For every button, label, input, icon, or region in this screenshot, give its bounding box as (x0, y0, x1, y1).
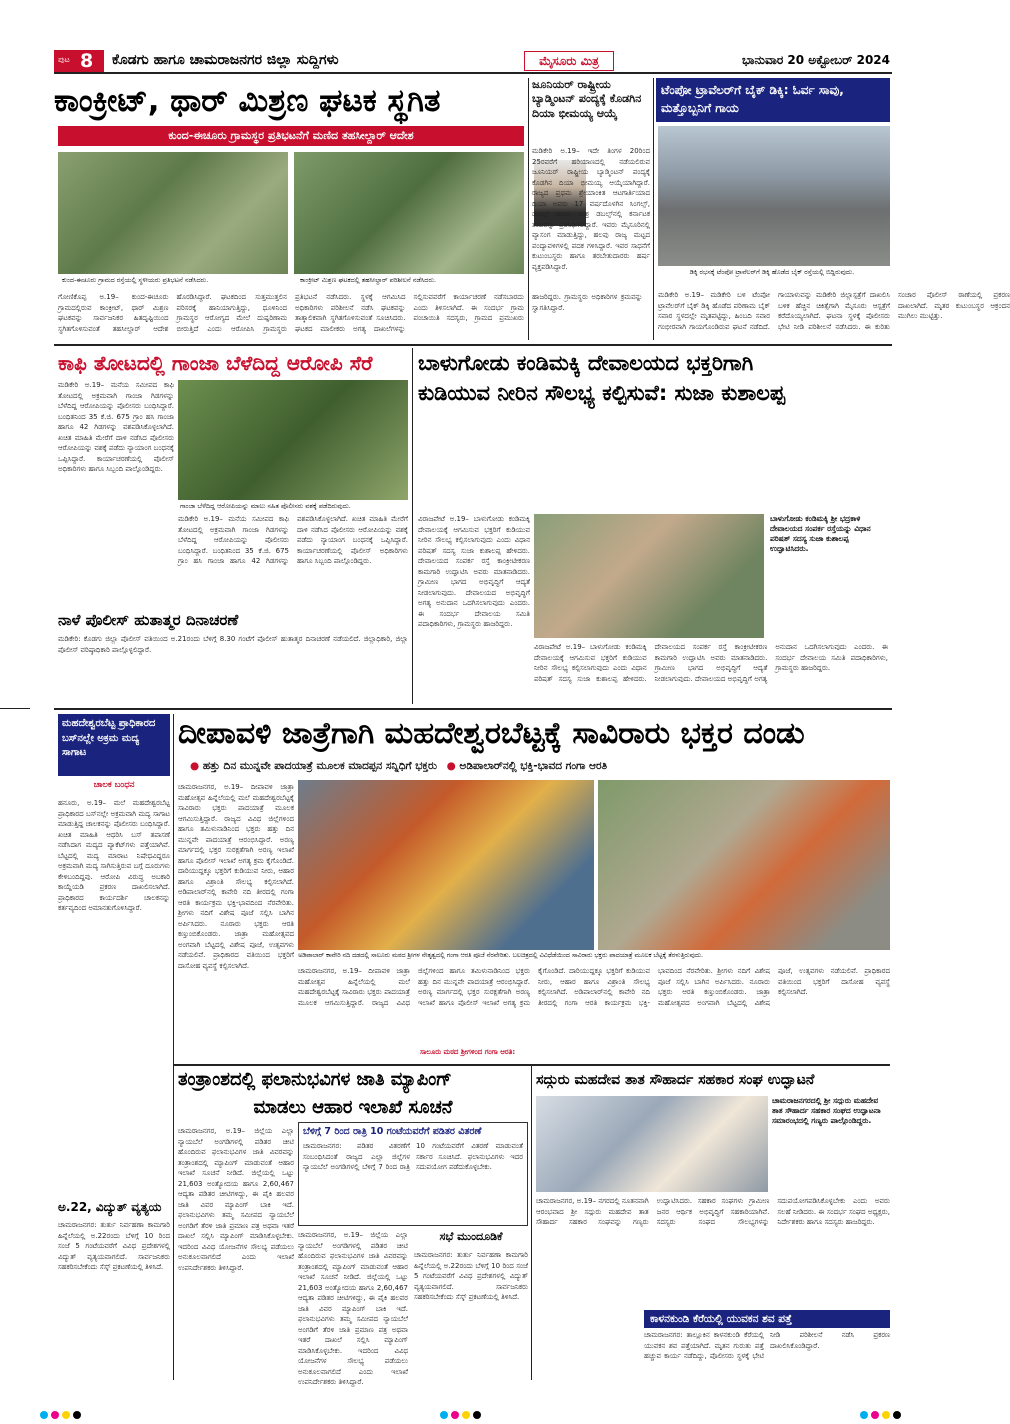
magenta-dot (451, 1411, 459, 1419)
page-label: ಪುಟ (58, 55, 70, 64)
story5-headline-1: ಬಾಳುಗೋಡು ಕಂಡಿಮಕ್ಕಿ ದೇವಾಲಯದ ಭಕ್ತರಿಗಾಗಿ (418, 351, 754, 375)
story1-photo-2 (294, 152, 524, 274)
page-date: ಭಾನುವಾರ 20 ಅಕ್ಟೋಬರ್ 2024 (742, 53, 890, 67)
story6b-body: ಚಾಮರಾಜನಗರ: ತುರ್ತು ನಿರ್ವಹಣಾ ಕಾಮಗಾರಿ ಹಿನ್ನೆಲೆಯಲ್ಲಿ ಅ.22ರಂದು ಬೆಳಿಗ್ಗೆ 10 ರಿಂದ ಸಂಜೆ 5 ಗಂಟೆಯವರೆಗೆ ವಿವಿಧ ಪ್ರದೇಶಗಳಲ್ಲಿ ವಿದ್ಯುತ್ ವ್ಯತ್ಯಯವಾಗಲಿದೆ. ಸಾರ್ವಜನಿಕರು ಸಹಕರಿಸಬೇಕೆಂದು ಸೆಸ್ಕ್ ಪ್ರಕಟಣೆಯಲ್ಲಿ ತಿಳಿಸಿದೆ. (58, 1221, 170, 1271)
magenta-dot (871, 1411, 879, 1419)
yellow-dot (882, 1411, 890, 1419)
bullet-icon: ● (190, 760, 200, 772)
story8-subhead: ಸಭೆ ಮುಂದೂಡಿಕೆ (439, 1230, 503, 1243)
story3-headline: ಟೆಂಪೋ ಟ್ರಾವೆಲರ್‌ಗೆ ಬೈಕ್ ಡಿಕ್ಕಿ: ಓರ್ವ ಸಾವು, ಮತ್ತೊಬ್ಬನಿಗೆ ಗಾಯ (661, 83, 844, 115)
yellow-dot (62, 1411, 70, 1419)
black-dot (893, 1411, 901, 1419)
story7-body-cont: ಚಾಮರಾಜನಗರ, ಅ.19– ದೀಪಾವಳಿ ಜಾತ್ರಾ ಮಹೋತ್ಸವ ಹಿನ್ನೆಲೆಯಲ್ಲಿ ಮಲೆ ಮಹದೇಶ್ವರಬೆಟ್ಟಕ್ಕೆ ಸಾವಿರಾರು ಭಕ್ತರು ಪಾದಯಾತ್ರೆ ಮೂಲಕ ಆಗಮಿಸುತ್ತಿದ್ದಾರೆ. ರಾಜ್ಯದ ವಿವಿಧ ಜಿಲ್ಲೆಗಳಿಂದ ಹಾಗೂ ತಮಿಳುನಾಡಿನಿಂದ ಭಕ್ತರು ಹತ್ತು ದಿನ ಮುನ್ನವೇ ಪಾದಯಾತ್ರೆ ಆರಂಭಿಸಿದ್ದಾರೆ. ಅರಣ್ಯ ಮಾರ್ಗದಲ್ಲಿ ಭಕ್ತರ ಸುರಕ್ಷತೆಗಾಗಿ ಅರಣ್ಯ ಇಲಾಖೆ ಹಾಗೂ ಪೊಲೀಸ್ ಇಲಾಖೆ ಅಗತ್ಯ ಕ್ರಮ ಕೈಗೊಂಡಿದೆ. ದಾರಿಯುದ್ದಕ್ಕೂ ಭಕ್ತರಿಗೆ ಕುಡಿಯುವ ನೀರು, ಆಹಾರ ಹಾಗೂ ವಿಶ್ರಾಂತಿ ಸೌಲಭ್ಯ ಕಲ್ಪಿಸಲಾಗಿದೆ. ಅಡಿಪಾಲಾರ್‌ನಲ್ಲಿ ಕಾವೇರಿ ನದಿ ತೀರದಲ್ಲಿ ಗಂಗಾ ಆರತಿ ಕಾರ್ಯಕ್ರಮ ಭಕ್ತಿ-ಭಾವದಿಂದ ನೆರವೇರಿತು. ಶ್ರೀಗಳು ನದಿಗೆ ವಿಶೇಷ ಪೂಜೆ ಸಲ್ಲಿಸಿ ಬಾಗಿನ ಅರ್ಪಿಸಿದರು. ನೂರಾರು ಭಕ್ತರು ಆರತಿ ಕಣ್ತುಂಬಿಕೊಂಡರು. ಜಾತ್ರಾ ಮಹೋತ್ಸವದ ಅಂಗವಾಗಿ ಬೆಟ್ಟದಲ್ಲಿ ವಿಶೇಷ ಪೂಜೆ, ಉತ್ಸವಗಳು ನಡೆಯಲಿವೆ. ಪ್ರಾಧಿಕಾರದ ವತಿಯಿಂದ ಭಕ್ತರಿಗೆ ದಾಸೋಹ ವ್ಯವಸ್ಥೆ ಕಲ್ಪಿಸಲಾಗಿದೆ. (298, 967, 890, 1007)
story9-body: ಚಾಮರಾಜನಗರ, ಅ.19– ನಗರದಲ್ಲಿ ನೂತನವಾಗಿ ಆರಂಭವಾದ ಶ್ರೀ ಸದ್ಗುರು ಮಹದೇವ ತಾತ ಸೌಹಾರ್ದ ಸಹಕಾರ ಸಂಘವನ್ನು ಗಣ್ಯರು ಉದ್ಘಾಟಿಸಿದರು. ಸಹಕಾರ ಸಂಘಗಳು ಗ್ರಾಮೀಣ ಜನರ ಆರ್ಥಿಕ ಅಭಿವೃದ್ಧಿಗೆ ಸಹಕಾರಿಯಾಗಿವೆ. ಸದಸ್ಯರು ಸಂಘದ ಸೌಲಭ್ಯಗಳನ್ನು ಸದುಪಯೋಗಪಡಿಸಿಕೊಳ್ಳಬೇಕು ಎಂದು ಅವರು ಸಲಹೆ ನೀಡಿದರು. ಈ ಸಂದರ್ಭ ಸಂಘದ ಅಧ್ಯಕ್ಷರು, ನಿರ್ದೇಶಕರು ಹಾಗೂ ಸದಸ್ಯರು ಹಾಜರಿದ್ದರು. (536, 1197, 890, 1226)
cyan-dot (860, 1411, 868, 1419)
magenta-dot (51, 1411, 59, 1419)
story7-body: ಚಾಮರಾಜನಗರ, ಅ.19– ದೀಪಾವಳಿ ಜಾತ್ರಾ ಮಹೋತ್ಸವ ಹಿನ್ನೆಲೆಯಲ್ಲಿ ಮಲೆ ಮಹದೇಶ್ವರಬೆಟ್ಟಕ್ಕೆ ಸಾವಿರಾರು ಭಕ್ತರು ಪಾದಯಾತ್ರೆ ಮೂಲಕ ಆಗಮಿಸುತ್ತಿದ್ದಾರೆ. ರಾಜ್ಯದ ವಿವಿಧ ಜಿಲ್ಲೆಗಳಿಂದ ಹಾಗೂ ತಮಿಳುನಾಡಿನಿಂದ ಭಕ್ತರು ಹತ್ತು ದಿನ ಮುನ್ನವೇ ಪಾದಯಾತ್ರೆ ಆರಂಭಿಸಿದ್ದಾರೆ. ಅರಣ್ಯ ಮಾರ್ಗದಲ್ಲಿ ಭಕ್ತರ ಸುರಕ್ಷತೆಗಾಗಿ ಅರಣ್ಯ ಇಲಾಖೆ ಹಾಗೂ ಪೊಲೀಸ್ ಇಲಾಖೆ ಅಗತ್ಯ ಕ್ರಮ ಕೈಗೊಂಡಿದೆ. ದಾರಿಯುದ್ದಕ್ಕೂ ಭಕ್ತರಿಗೆ ಕುಡಿಯುವ ನೀರು, ಆಹಾರ ಹಾಗೂ ವಿಶ್ರಾಂತಿ ಸೌಲಭ್ಯ ಕಲ್ಪಿಸಲಾಗಿದೆ. ಅಡಿಪಾಲಾರ್‌ನಲ್ಲಿ ಕಾವೇರಿ ನದಿ ತೀರದಲ್ಲಿ ಗಂಗಾ ಆರತಿ ಕಾರ್ಯಕ್ರಮ ಭಕ್ತಿ-ಭಾವದಿಂದ ನೆರವೇರಿತು. ಶ್ರೀಗಳು ನದಿಗೆ ವಿಶೇಷ ಪೂಜೆ ಸಲ್ಲಿಸಿ ಬಾಗಿನ ಅರ್ಪಿಸಿದರು. ನೂರಾರು ಭಕ್ತರು ಆರತಿ ಕಣ್ತುಂಬಿಕೊಂಡರು. ಜಾತ್ರಾ ಮಹೋತ್ಸವದ ಅಂಗವಾಗಿ ಬೆಟ್ಟದಲ್ಲಿ ವಿಶೇಷ ಪೂಜೆ, ಉತ್ಸವಗಳು ನಡೆಯಲಿವೆ. ಪ್ರಾಧಿಕಾರದ ವತಿಯಿಂದ ಭಕ್ತರಿಗೆ ದಾಸೋಹ ವ್ಯವಸ್ಥೆ ಕಲ್ಪಿಸಲಾಗಿದೆ. (178, 783, 294, 970)
masthead (54, 48, 892, 74)
story4b-body: ಮಡಿಕೇರಿ: ಕೊಡಗು ಜಿಲ್ಲಾ ಪೊಲೀಸ್ ವತಿಯಿಂದ ಅ.21ರಂದು ಬೆಳಿಗ್ಗೆ 8.30 ಗಂಟೆಗೆ ಪೊಲೀಸ್ ಹುತಾತ್ಮರ ದಿನಾಚರಣೆ ನಡೆಯಲಿದೆ. ಜಿಲ್ಲಾಧಿಕಾರಿ, ಜಿಲ್ಲಾ ಪೊಲೀಸ್ ವರಿಷ್ಠಾಧಿಕಾರಿ ಪಾಲ್ಗೊಳ್ಳಲಿದ್ದಾರೆ. (58, 635, 408, 654)
story1-photo-1 (58, 152, 288, 274)
story8-box-title: ಬೆಳಿಗ್ಗೆ 7 ರಿಂದ ರಾತ್ರಿ 10 ಗಂಟೆಯವರೆಗೆ ಪಡಿತರ ವಿತರಣೆ (303, 1126, 482, 1137)
story4-body-cont: ಮಡಿಕೇರಿ ಅ.19– ಮನೆಯ ಸಮೀಪದ ಕಾಫಿ ತೋಟದಲ್ಲಿ ಅಕ್ರಮವಾಗಿ ಗಾಂಜಾ ಗಿಡಗಳನ್ನು ಬೆಳೆದಿದ್ದ ಆರೋಪಿಯನ್ನು ಪೊಲೀಸರು ಬಂಧಿಸಿದ್ದಾರೆ. ಬಂಧಿತನಿಂದ 35 ಕೆ.ಜಿ. 675 ಗ್ರಾಂ ಹಸಿ ಗಾಂಜಾ ಹಾಗೂ 42 ಗಿಡಗಳನ್ನು ವಶಪಡಿಸಿಕೊಳ್ಳಲಾಗಿದೆ. ಖಚಿತ ಮಾಹಿತಿ ಮೇರೆಗೆ ದಾಳಿ ನಡೆಸಿದ ಪೊಲೀಸರು ಆರೋಪಿಯನ್ನು ವಶಕ್ಕೆ ಪಡೆದು ನ್ಯಾಯಾಂಗ ಬಂಧನಕ್ಕೆ ಒಪ್ಪಿಸಿದ್ದಾರೆ. ಕಾರ್ಯಾಚರಣೆಯಲ್ಲಿ ಪೊಲೀಸ್ ಅಧಿಕಾರಿಗಳು ಹಾಗೂ ಸಿಬ್ಬಂದಿ ಪಾಲ್ಗೊಂಡಿದ್ದರು. (178, 515, 408, 565)
story5-headline-2: ಕುಡಿಯುವ ನೀರಿನ ಸೌಲಭ್ಯ ಕಲ್ಪಿಸುವೆ: ಸುಜಾ ಕುಶಾಲಪ್ಪ (418, 381, 785, 405)
story5-body: ವಿರಾಜಪೇಟೆ ಅ.19– ಬಾಳುಗೋಡು ಕಂಡಿಮಕ್ಕಿ ದೇವಾಲಯಕ್ಕೆ ಆಗಮಿಸುವ ಭಕ್ತರಿಗೆ ಕುಡಿಯುವ ನೀರಿನ ಸೌಲಭ್ಯ ಕಲ್ಪಿಸಲಾಗುವುದು ಎಂದು ವಿಧಾನ ಪರಿಷತ್ ಸದಸ್ಯ ಸುಜಾ ಕುಶಾಲಪ್ಪ ಹೇಳಿದರು. ದೇವಾಲಯದ ಸಂಪರ್ಕ ರಸ್ತೆ ಕಾಂಕ್ರೀಟೀಕರಣ ಕಾಮಗಾರಿ ಉದ್ಘಾಟಿಸಿ ಅವರು ಮಾತನಾಡಿದರು. ಗ್ರಾಮೀಣ ಭಾಗದ ಅಭಿವೃದ್ಧಿಗೆ ಆದ್ಯತೆ ನೀಡಲಾಗುವುದು. ದೇವಾಲಯದ ಅಭಿವೃದ್ಧಿಗೆ ಅಗತ್ಯ ಅನುದಾನ ಒದಗಿಸಲಾಗುವುದು ಎಂದರು. ಈ ಸಂದರ್ಭ ದೇವಾಲಯ ಸಮಿತಿ ಪದಾಧಿಕಾರಿಗಳು, ಗ್ರಾಮಸ್ಥರು ಹಾಜರಿದ್ದರು. (418, 515, 530, 628)
story7-headline: ದೀಪಾವಳಿ ಜಾತ್ರೆಗಾಗಿ ಮಹದೇಶ್ವರಬೆಟ್ಟಕ್ಕೆ ಸಾವಿರಾರು ಭಕ್ತರ ದಂಡು (178, 716, 805, 751)
story9-headline: ಸದ್ಗುರು ಮಹದೇವ ತಾತ ಸೌಹಾರ್ದ ಸಹಕಾರ ಸಂಘ ಉದ್ಘಾಟನೆ (536, 1072, 815, 1088)
story3-photo (658, 126, 890, 266)
story6-label: ಚಾಲಕ ಬಂಧನ (93, 780, 135, 790)
story3-caption: ಡಿಕ್ಕಿ ರಭಸಕ್ಕೆ ಟೆಂಪೋ ಟ್ರಾವೆಲರ್‌ಗೆ ಡಿಕ್ಕಿ ಹೊಡೆದ ಬೈಕ್ ರಸ್ತೆಯಲ್ಲಿ ಬಿದ್ದಿರುವುದು. (689, 268, 855, 276)
story7-photo-1 (298, 780, 594, 950)
story4-photo (178, 380, 408, 500)
story1-caption-2: ಕಾಂಕ್ರೀಟ್ ಮಿಶ್ರಣ ಘಟಕದಲ್ಲಿ ತಹಸೀಲ್ದಾರ್ ಪರಿಶೀಲನೆ ನಡೆಸಿದರು. (300, 276, 437, 284)
story1-headline: ಕಾಂಕ್ರೀಟ್, ಥಾರ್ ಮಿಶ್ರಣ ಘಟಕ ಸ್ಥಗಿತ (54, 83, 441, 119)
story1-subheadline-bar (58, 126, 524, 146)
story2-body: ಮಡಿಕೇರಿ ಅ.19– ಇದೇ ತಿಂಗಳ 20ರಿಂದ 25ರವರೆಗೆ ಹರಿಯಾಣದಲ್ಲಿ ನಡೆಯಲಿರುವ ಜೂನಿಯರ್ ರಾಷ್ಟ್ರೀಯ ಬ್ಯಾಡ್ಮಿಂಟನ್ ಪಂದ್ಯಕ್ಕೆ ಕೊಡಗಿನ ದಿಯಾ ಭೀಮಯ್ಯ ಆಯ್ಕೆಯಾಗಿದ್ದಾರೆ. ರಾಜ್ಯದ ಪ್ರಥಮ ಶ್ರೇಯಾಂಕಿತ ಆಟಗಾರ್ತಿಯಾದ ದಿಯಾ ಅವರು 17 ವರ್ಷದೊಳಗಿನ ಸಿಂಗಲ್ಸ್, ಡಬಲ್ಸ್ ಹಾಗೂ ಮಿಶ್ರ ಡಬಲ್ಸ್‌ನಲ್ಲಿ ಕರ್ನಾಟಕ ತಂಡವನ್ನು ಪ್ರತಿನಿಧಿಸಲಿದ್ದಾರೆ. ಇವರು ಮೈಸೂರಿನಲ್ಲಿ ವ್ಯಾಸಂಗ ಮಾಡುತ್ತಿದ್ದು, ಹಲವು ರಾಜ್ಯ ಮಟ್ಟದ ಪಂದ್ಯಾವಳಿಗಳಲ್ಲಿ ಪದಕ ಗಳಿಸಿದ್ದಾರೆ. ಇವರ ಸಾಧನೆಗೆ ಕುಟುಂಬಸ್ಥರು ಹಾಗೂ ತರಬೇತುದಾರರು ಹರ್ಷ ವ್ಯಕ್ತಪಡಿಸಿದ್ದಾರೆ. (532, 147, 650, 271)
bullet-icon: ● (446, 760, 456, 772)
story6-kicker: ಮಹದೇಶ್ವರಬೆಟ್ಟ ಪ್ರಾಧಿಕಾರದ ಬಸ್‌ನಲ್ಲೇ ಅಕ್ರಮ ಮದ್ಯ ಸಾಗಾಟ (62, 718, 156, 758)
story7-photo-2 (598, 780, 890, 950)
registration-dots-center (440, 1404, 500, 1414)
cyan-dot (440, 1411, 448, 1419)
story3-body: ಮಡಿಕೇರಿ ಅ.19– ಮಡಿಕೇರಿ ಬಳಿ ಟೆಂಪೋ ಟ್ರಾವೆಲರ್‌ಗೆ ಬೈಕ್ ಡಿಕ್ಕಿ ಹೊಡೆದ ಪರಿಣಾಮ ಬೈಕ್ ಸವಾರ ಸ್ಥಳದಲ್ಲೇ ಮೃತಪಟ್ಟಿದ್ದು, ಹಿಂಬದಿ ಸವಾರ ಗಂಭೀರವಾಗಿ ಗಾಯಗೊಂಡಿರುವ ಘಟನೆ ನಡೆದಿದೆ. ಗಾಯಾಳುವನ್ನು ಮಡಿಕೇರಿ ಜಿಲ್ಲಾಸ್ಪತ್ರೆಗೆ ದಾಖಲಿಸಿ ಬಳಿಕ ಹೆಚ್ಚಿನ ಚಿಕಿತ್ಸೆಗಾಗಿ ಮೈಸೂರು ಆಸ್ಪತ್ರೆಗೆ ಕರೆದೊಯ್ಯಲಾಗಿದೆ. ಘಟನಾ ಸ್ಥಳಕ್ಕೆ ಪೊಲೀಸರು ಭೇಟಿ ನೀಡಿ ಪರಿಶೀಲನೆ ನಡೆಸಿದರು. ಈ ಕುರಿತು ಸಂಚಾರ ಪೊಲೀಸ್ ಠಾಣೆಯಲ್ಲಿ ಪ್ರಕರಣ ದಾಖಲಾಗಿದೆ. ಮೃತರ ಕುಟುಂಬಸ್ಥರ ಆಕ್ರಂದನ ಮುಗಿಲು ಮುಟ್ಟಿತ್ತು. (658, 291, 1010, 331)
story6b-headline: ಅ.22, ವಿದ್ಯುತ್ ವ್ಯತ್ಯಯ (58, 1200, 162, 1214)
story7-subhead: ಸಾಲೂರು ಮಠದ ಶ್ರೀಗಳಿಂದ ಗಂಗಾ ಆರತಿ: (420, 1048, 540, 1058)
story5-body-cont: ವಿರಾಜಪೇಟೆ ಅ.19– ಬಾಳುಗೋಡು ಕಂಡಿಮಕ್ಕಿ ದೇವಾಲಯಕ್ಕೆ ಆಗಮಿಸುವ ಭಕ್ತರಿಗೆ ಕುಡಿಯುವ ನೀರಿನ ಸೌಲಭ್ಯ ಕಲ್ಪಿಸಲಾಗುವುದು ಎಂದು ವಿಧಾನ ಪರಿಷತ್ ಸದಸ್ಯ ಸುಜಾ ಕುಶಾಲಪ್ಪ ಹೇಳಿದರು. ದೇವಾಲಯದ ಸಂಪರ್ಕ ರಸ್ತೆ ಕಾಂಕ್ರೀಟೀಕರಣ ಕಾಮಗಾರಿ ಉದ್ಘಾಟಿಸಿ ಅವರು ಮಾತನಾಡಿದರು. ಗ್ರಾಮೀಣ ಭಾಗದ ಅಭಿವೃದ್ಧಿಗೆ ಆದ್ಯತೆ ನೀಡಲಾಗುವುದು. ದೇವಾಲಯದ ಅಭಿವೃದ್ಧಿಗೆ ಅಗತ್ಯ ಅನುದಾನ ಒದಗಿಸಲಾಗುವುದು ಎಂದರು. ಈ ಸಂದರ್ಭ ದೇವಾಲಯ ಸಮಿತಿ ಪದಾಧಿಕಾರಿಗಳು, ಗ್ರಾಮಸ್ಥರು ಹಾಜರಿದ್ದರು. (534, 643, 888, 683)
story7-bullet-2: ಅಡಿಪಾಲಾರ್‌ನಲ್ಲಿ ಭಕ್ತಿ-ಭಾವದ ಗಂಗಾ ಆರತಿ (459, 760, 608, 772)
story4b-headline: ನಾಳೆ ಪೊಲೀಸ್ ಹುತಾತ್ಮರ ದಿನಾಚರಣೆ (58, 611, 239, 629)
black-dot (73, 1411, 81, 1419)
black-dot (473, 1411, 481, 1419)
story8-body-cont: ಚಾಮರಾಜನಗರ, ಅ.19– ಜಿಲ್ಲೆಯ ಎಲ್ಲಾ ನ್ಯಾಯಬೆಲೆ ಅಂಗಡಿಗಳಲ್ಲಿ ಪಡಿತರ ಚೀಟಿ ಹೊಂದಿರುವ ಫಲಾನುಭವಿಗಳ ಜಾತಿ ವಿವರವನ್ನು ತಂತ್ರಾಂಶದಲ್ಲಿ ಮ್ಯಾಪಿಂಗ್ ಮಾಡುವಂತೆ ಆಹಾರ ಇಲಾಖೆ ಸೂಚನೆ ನೀಡಿದೆ. ಜಿಲ್ಲೆಯಲ್ಲಿ ಒಟ್ಟು 21,603 ಅಂತ್ಯೋದಯ ಹಾಗೂ 2,60,467 ಆದ್ಯತಾ ಪಡಿತರ ಚೀಟಿಗಳಿದ್ದು, ಈ ಪೈಕಿ ಹಲವರ ಜಾತಿ ವಿವರ ಮ್ಯಾಪಿಂಗ್ ಬಾಕಿ ಇದೆ. ಫಲಾನುಭವಿಗಳು ತಮ್ಮ ಸಮೀಪದ ನ್ಯಾಯಬೆಲೆ ಅಂಗಡಿಗೆ ತೆರಳಿ ಜಾತಿ ಪ್ರಮಾಣ ಪತ್ರ ಅಥವಾ ಇತರೆ ದಾಖಲೆ ಸಲ್ಲಿಸಿ ಮ್ಯಾಪಿಂಗ್ ಮಾಡಿಸಿಕೊಳ್ಳಬೇಕು. ಇದರಿಂದ ವಿವಿಧ ಯೋಜನೆಗಳ ಸೌಲಭ್ಯ ಪಡೆಯಲು ಅನುಕೂಲವಾಗಲಿದೆ ಎಂದು ಇಲಾಖೆ ಉಪನಿರ್ದೇಶಕರು ತಿಳಿಸಿದ್ದಾರೆ. (298, 1231, 408, 1386)
story1-subheadline: ಕುಂದ-ಈಚೂರು ಗ್ರಾಮಸ್ಥರ ಪ್ರತಿಭಟನೆಗೆ ಮಣಿದ ತಹಸೀಲ್ದಾರ್ ಆದೇಶ (168, 129, 414, 142)
story8-subhead-body: ಚಾಮರಾಜನಗರ: ತುರ್ತು ನಿರ್ವಹಣಾ ಕಾಮಗಾರಿ ಹಿನ್ನೆಲೆಯಲ್ಲಿ ಅ.22ರಂದು ಬೆಳಿಗ್ಗೆ 10 ರಿಂದ ಸಂಜೆ 5 ಗಂಟೆಯವರೆಗೆ ವಿವಿಧ ಪ್ರದೇಶಗಳಲ್ಲಿ ವಿದ್ಯುತ್ ವ್ಯತ್ಯಯವಾಗಲಿದೆ. ಸಾರ್ವಜನಿಕರು ಸಹಕರಿಸಬೇಕೆಂದು ಸೆಸ್ಕ್ ಪ್ರಕಟಣೆಯಲ್ಲಿ ತಿಳಿಸಿದೆ. (414, 1251, 528, 1301)
story6-kicker-box (58, 714, 170, 776)
story7-bullets (190, 760, 890, 776)
story8-box (298, 1122, 528, 1226)
page-number: 8 (80, 50, 94, 72)
yellow-dot (462, 1411, 470, 1419)
story7-caption: ಅಡಿಪಾಲಾರ್ ಕಾವೇರಿ ನದಿ ದಡದಲ್ಲಿ ಸಾಲೂರು ಮಠದ ಶ್ರೀಗಳ ನೇತೃತ್ವದಲ್ಲಿ ಗಂಗಾ ಆರತಿ ಪೂಜೆ ನೆರವೇರಿತು. ಬಲಚಿತ್ರದಲ್ಲಿ ವಿವಿಧೆಡೆಯಿಂದ ಸಾವಿರಾರು ಭಕ್ತರು ಪಾದಯಾತ್ರೆ ಮೂಲಕ ಬೆಟ್ಟಕ್ಕೆ ತೆರಳುತ್ತಿರುವುದು. (298, 952, 703, 959)
story1-caption-1: ಕುಂದ-ಈಚೂರು ಗ್ರಾಮದ ರಸ್ತೆಯಲ್ಲಿ ಸ್ಥಳೀಯರು ಪ್ರತಿಭಟನೆ ನಡೆಸಿದರು. (62, 276, 209, 284)
section-title: ಕೊಡಗು ಹಾಗೂ ಚಾಮರಾಜನಗರ ಜಿಲ್ಲಾ ಸುದ್ದಿಗಳು (112, 52, 339, 68)
story1-body: ಗೋಣಿಕೊಪ್ಪ ಅ.19– ಕುಂದ-ಈಚೂರು ಗ್ರಾಮದಲ್ಲಿರುವ ಕಾಂಕ್ರೀಟ್, ಥಾರ್ ಮಿಶ್ರಣ ಘಟಕವನ್ನು ಸಾರ್ವಜನಿಕರ ಹಿತದೃಷ್ಟಿಯಿಂದ ಸ್ಥಗಿತಗೊಳಿಸುವಂತೆ ತಹಸೀಲ್ದಾರ್ ಆದೇಶ ಹೊರಡಿಸಿದ್ದಾರೆ. ಘಟಕದಿಂದ ಸುತ್ತಮುತ್ತಲಿನ ಪರಿಸರಕ್ಕೆ ಹಾನಿಯಾಗುತ್ತಿದ್ದು, ಧೂಳಿನಿಂದ ಗ್ರಾಮಸ್ಥರ ಆರೋಗ್ಯದ ಮೇಲೆ ದುಷ್ಪರಿಣಾಮ ಬೀರುತ್ತಿದೆ ಎಂದು ಆರೋಪಿಸಿ ಗ್ರಾಮಸ್ಥರು ಪ್ರತಿಭಟನೆ ನಡೆಸಿದರು. ಸ್ಥಳಕ್ಕೆ ಆಗಮಿಸಿದ ಅಧಿಕಾರಿಗಳು ಪರಿಶೀಲನೆ ನಡೆಸಿ ಘಟಕವನ್ನು ತಾತ್ಕಾಲಿಕವಾಗಿ ಸ್ಥಗಿತಗೊಳಿಸುವಂತೆ ಸೂಚಿಸಿದರು. ಘಟಕದ ಮಾಲೀಕರು ಅಗತ್ಯ ದಾಖಲೆಗಳನ್ನು ಸಲ್ಲಿಸುವವರೆಗೆ ಕಾರ್ಯಾಚರಣೆ ನಡೆಸಬಾರದು ಎಂದು ತಿಳಿಸಲಾಗಿದೆ. ಈ ಸಂದರ್ಭ ಗ್ರಾಮ ಪಂಚಾಯಿತಿ ಸದಸ್ಯರು, ಗ್ರಾಮದ ಪ್ರಮುಖರು ಹಾಜರಿದ್ದರು. ಗ್ರಾಮಸ್ಥರು ಅಧಿಕಾರಿಗಳ ಕ್ರಮವನ್ನು ಸ್ವಾಗತಿಸಿದ್ದಾರೆ. (58, 293, 643, 333)
story9-photo (536, 1096, 768, 1192)
story4-caption: ಗಾಂಜಾ ಬೆಳೆದಿದ್ದ ಆರೋಪಿಯನ್ನು ಮಾಲು ಸಹಿತ ಪೊಲೀಸರು ವಶಕ್ಕೆ ಪಡೆದಿರುವುದು. (180, 502, 351, 510)
story8-body: ಚಾಮರಾಜನಗರ, ಅ.19– ಜಿಲ್ಲೆಯ ಎಲ್ಲಾ ನ್ಯಾಯಬೆಲೆ ಅಂಗಡಿಗಳಲ್ಲಿ ಪಡಿತರ ಚೀಟಿ ಹೊಂದಿರುವ ಫಲಾನುಭವಿಗಳ ಜಾತಿ ವಿವರವನ್ನು ತಂತ್ರಾಂಶದಲ್ಲಿ ಮ್ಯಾಪಿಂಗ್ ಮಾಡುವಂತೆ ಆಹಾರ ಇಲಾಖೆ ಸೂಚನೆ ನೀಡಿದೆ. ಜಿಲ್ಲೆಯಲ್ಲಿ ಒಟ್ಟು 21,603 ಅಂತ್ಯೋದಯ ಹಾಗೂ 2,60,467 ಆದ್ಯತಾ ಪಡಿತರ ಚೀಟಿಗಳಿದ್ದು, ಈ ಪೈಕಿ ಹಲವರ ಜಾತಿ ವಿವರ ಮ್ಯಾಪಿಂಗ್ ಬಾಕಿ ಇದೆ. ಫಲಾನುಭವಿಗಳು ತಮ್ಮ ಸಮೀಪದ ನ್ಯಾಯಬೆಲೆ ಅಂಗಡಿಗೆ ತೆರಳಿ ಜಾತಿ ಪ್ರಮಾಣ ಪತ್ರ ಅಥವಾ ಇತರೆ ದಾಖಲೆ ಸಲ್ಲಿಸಿ ಮ್ಯಾಪಿಂಗ್ ಮಾಡಿಸಿಕೊಳ್ಳಬೇಕು. ಇದರಿಂದ ವಿವಿಧ ಯೋಜನೆಗಳ ಸೌಲಭ್ಯ ಪಡೆಯಲು ಅನುಕೂಲವಾಗಲಿದೆ ಎಂದು ಇಲಾಖೆ ಉಪನಿರ್ದೇಶಕರು ತಿಳಿಸಿದ್ದಾರೆ. (178, 1127, 294, 1272)
page-badge (54, 50, 104, 72)
cyan-dot (40, 1411, 48, 1419)
registration-dots-left (40, 1404, 100, 1414)
story8-box-body: ಚಾಮರಾಜನಗರ: ಪಡಿತರ ವಿತರಣೆಗೆ ಸಂಬಂಧಿಸಿದಂತೆ ರಾಜ್ಯದ ಎಲ್ಲಾ ಜಿಲ್ಲೆಗಳ ನ್ಯಾಯಬೆಲೆ ಅಂಗಡಿಗಳಲ್ಲಿ ಬೆಳಿಗ್ಗೆ 7 ರಿಂದ ರಾತ್ರಿ 10 ಗಂಟೆಯವರೆಗೆ ವಿತರಣೆ ಮಾಡುವಂತೆ ಸರ್ಕಾರ ಸೂಚಿಸಿದೆ. ಫಲಾನುಭವಿಗಳು ಇದರ ಸದುಪಯೋಗ ಪಡೆದುಕೊಳ್ಳಬೇಕು. (303, 1142, 523, 1172)
story7-bullet-1: ಹತ್ತು ದಿನ ಮುನ್ನವೇ ಪಾದಯಾತ್ರೆ ಮೂಲಕ ಮಾದಪ್ಪನ ಸನ್ನಿಧಿಗೆ ಭಕ್ತರು (202, 760, 437, 772)
story5-side-caption: ಬಾಳುಗೋಡು ಕಂಡಿಮಕ್ಕಿ ಶ್ರೀ ಭದ್ರಕಾಳಿ ದೇವಾಲಯದ ಸಂಪರ್ಕ ರಸ್ತೆಯನ್ನು ವಿಧಾನ ಪರಿಷತ್ ಸದಸ್ಯ ಸುಜಾ ಕುಶಾಲಪ್ಪ ಉದ್ಘಾಟಿಸಿದರು. (770, 514, 871, 554)
story2-headline: ಜೂನಿಯರ್ ರಾಷ್ಟ್ರೀಯ ಬ್ಯಾಡ್ಮಿಂಟನ್ ಪಂದ್ಯಕ್ಕೆ ಕೊಡಗಿನ ದಿಯಾ ಭೀಮಯ್ಯ ಆಯ್ಕೆ (532, 78, 642, 120)
story9-side-caption: ಚಾಮರಾಜನಗರದಲ್ಲಿ ಶ್ರೀ ಸದ್ಗುರು ಮಹದೇವ ತಾತ ಸೌಹಾರ್ದ ಸಹಕಾರ ಸಂಘದ ಉದ್ಘಾಟನಾ ಸಮಾರಂಭದಲ್ಲಿ ಗಣ್ಯರು ಪಾಲ್ಗೊಂಡಿದ್ದರು. (772, 1096, 881, 1126)
story5-photo (534, 514, 764, 638)
story10-body: ಚಾಮರಾಜನಗರ: ತಾಲ್ಲೂಕಿನ ಕಾಳನಕುಂಡಿ ಕೆರೆಯಲ್ಲಿ ಯುವಕನ ಶವ ಪತ್ತೆಯಾಗಿದೆ. ಮೃತನ ಗುರುತು ಪತ್ತೆ ಹಚ್ಚುವ ಕಾರ್ಯ ನಡೆದಿದ್ದು, ಪೊಲೀಸರು ಸ್ಥಳಕ್ಕೆ ಭೇಟಿ ನೀಡಿ ಪರಿಶೀಲನೆ ನಡೆಸಿ ಪ್ರಕರಣ ದಾಖಲಿಸಿಕೊಂಡಿದ್ದಾರೆ. (644, 1331, 890, 1360)
story8-headline-2: ಮಾಡಲು ಆಹಾರ ಇಲಾಖೆ ಸೂಚನೆ (253, 1097, 453, 1118)
story4-headline: ಕಾಫಿ ತೋಟದಲ್ಲಿ ಗಾಂಜಾ ಬೆಳೆದಿದ್ದ ಆರೋಪಿ ಸೆರೆ (58, 351, 373, 375)
story3-headline-bar (656, 78, 890, 122)
story6-body: ಹನೂರು, ಅ.19– ಮಲೆ ಮಹದೇಶ್ವರಬೆಟ್ಟ ಪ್ರಾಧಿಕಾರದ ಬಸ್‌ನಲ್ಲೇ ಅಕ್ರಮವಾಗಿ ಮದ್ಯ ಸಾಗಾಟ ಮಾಡುತ್ತಿದ್ದ ಚಾಲಕನನ್ನು ಪೊಲೀಸರು ಬಂಧಿಸಿದ್ದಾರೆ. ಖಚಿತ ಮಾಹಿತಿ ಆಧರಿಸಿ ಬಸ್ ತಪಾಸಣೆ ನಡೆಸಿದಾಗ ಮದ್ಯದ ಪ್ಯಾಕೆಟ್‌ಗಳು ಪತ್ತೆಯಾಗಿವೆ. ಬೆಟ್ಟದಲ್ಲಿ ಮದ್ಯ ಮಾರಾಟ ನಿಷೇಧವಿದ್ದರೂ ಅಕ್ರಮವಾಗಿ ಮದ್ಯ ಸಾಗಿಸುತ್ತಿರುವ ಬಗ್ಗೆ ದೂರುಗಳು ಕೇಳಿಬಂದಿದ್ದವು. ಆರೋಪಿ ವಿರುದ್ಧ ಅಬಕಾರಿ ಕಾಯ್ದೆಯಡಿ ಪ್ರಕರಣ ದಾಖಲಿಸಲಾಗಿದೆ. ಪ್ರಾಧಿಕಾರದ ಕಾರ್ಯದರ್ಶಿ ಚಾಲಕನನ್ನು ಕರ್ತವ್ಯದಿಂದ ಅಮಾನತುಗೊಳಿಸಿದ್ದಾರೆ. (58, 799, 170, 912)
story8-headline-1: ತಂತ್ರಾಂಶದಲ್ಲಿ ಫಲಾನುಭವಿಗಳ ಜಾತಿ ಮ್ಯಾಪಿಂಗ್ (178, 1069, 452, 1090)
story10-headline: ಕಾಳನಕುಂಡಿ ಕೆರೆಯಲ್ಲಿ ಯುವಕನ ಶವ ಪತ್ತೆ (650, 1313, 792, 1325)
paper-name: ಮೈಸೂರು ಮಿತ್ರ (524, 51, 614, 71)
story10-headline-bar (644, 1310, 890, 1328)
story4-body: ಮಡಿಕೇರಿ ಅ.19– ಮನೆಯ ಸಮೀಪದ ಕಾಫಿ ತೋಟದಲ್ಲಿ ಅಕ್ರಮವಾಗಿ ಗಾಂಜಾ ಗಿಡಗಳನ್ನು ಬೆಳೆದಿದ್ದ ಆರೋಪಿಯನ್ನು ಪೊಲೀಸರು ಬಂಧಿಸಿದ್ದಾರೆ. ಬಂಧಿತನಿಂದ 35 ಕೆ.ಜಿ. 675 ಗ್ರಾಂ ಹಸಿ ಗಾಂಜಾ ಹಾಗೂ 42 ಗಿಡಗಳನ್ನು ವಶಪಡಿಸಿಕೊಳ್ಳಲಾಗಿದೆ. ಖಚಿತ ಮಾಹಿತಿ ಮೇರೆಗೆ ದಾಳಿ ನಡೆಸಿದ ಪೊಲೀಸರು ಆರೋಪಿಯನ್ನು ವಶಕ್ಕೆ ಪಡೆದು ನ್ಯಾಯಾಂಗ ಬಂಧನಕ್ಕೆ ಒಪ್ಪಿಸಿದ್ದಾರೆ. ಕಾರ್ಯಾಚರಣೆಯಲ್ಲಿ ಪೊಲೀಸ್ ಅಧಿಕಾರಿಗಳು ಹಾಗೂ ಸಿಬ್ಬಂದಿ ಪಾಲ್ಗೊಂಡಿದ್ದರು. (58, 381, 174, 473)
registration-dots-right (860, 1404, 920, 1414)
